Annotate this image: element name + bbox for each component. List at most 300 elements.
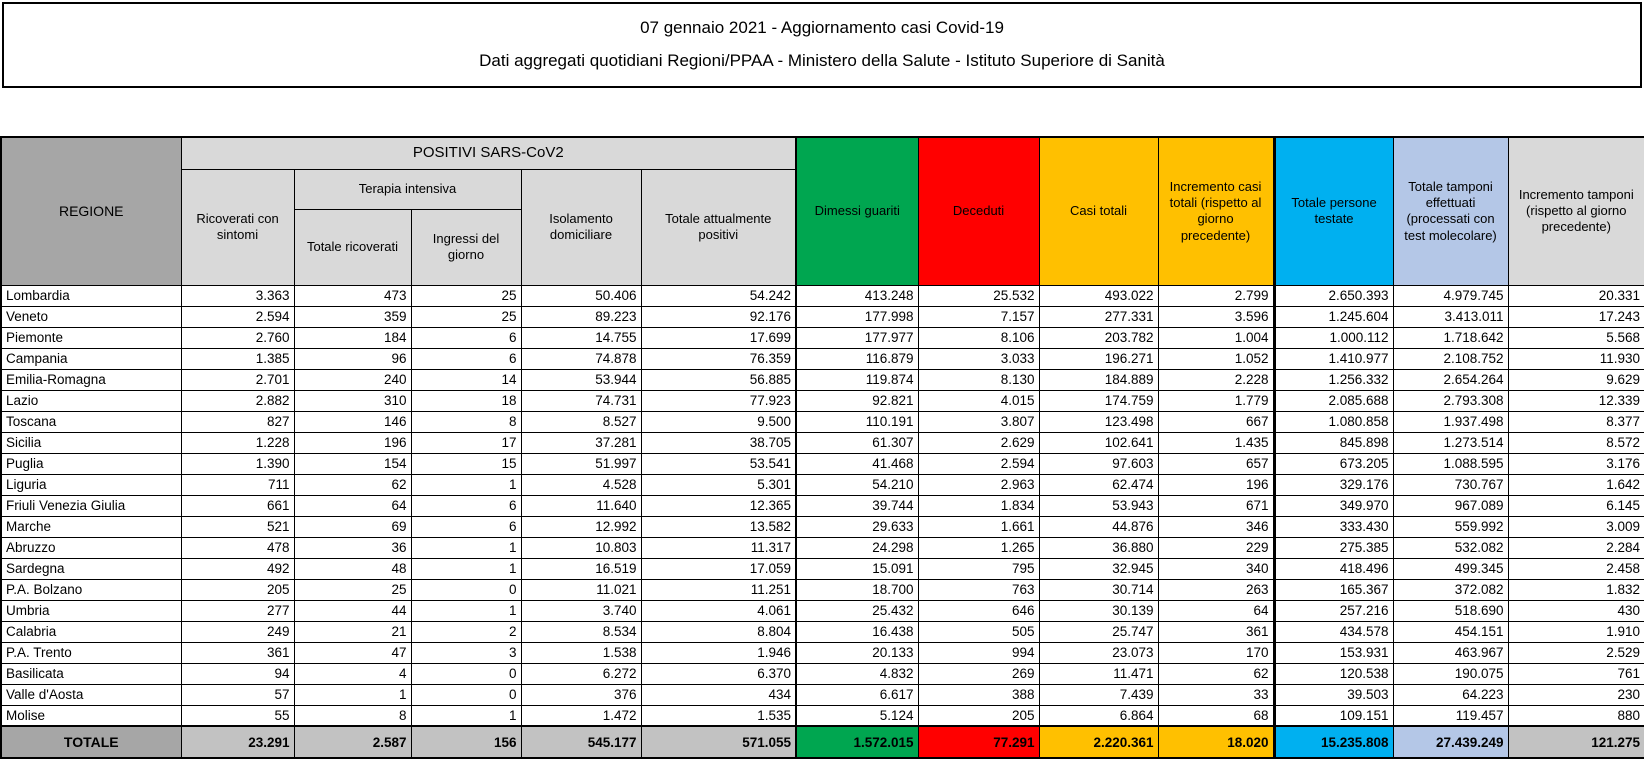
value-cell: 153.931 (1274, 642, 1393, 663)
value-cell: 154 (294, 453, 411, 474)
value-cell: 711 (181, 474, 294, 495)
value-cell: 376 (521, 684, 641, 705)
value-cell: 17.699 (641, 327, 796, 348)
value-cell: 11.930 (1508, 348, 1644, 369)
value-cell: 671 (1158, 495, 1274, 516)
value-cell: 1.946 (641, 642, 796, 663)
value-cell: 1 (411, 600, 521, 621)
value-cell: 2.882 (181, 390, 294, 411)
value-cell: 229 (1158, 537, 1274, 558)
value-cell: 9.500 (641, 411, 796, 432)
header-terapia-intensiva: Terapia intensiva (294, 169, 521, 209)
value-cell: 146 (294, 411, 411, 432)
table-row (1, 411, 1644, 432)
table-row (1, 453, 1644, 474)
value-cell: 20.133 (796, 642, 918, 663)
value-cell: 1.088.595 (1393, 453, 1508, 474)
value-cell: 36 (294, 537, 411, 558)
value-cell: 1.256.332 (1274, 369, 1393, 390)
value-cell: 2.228 (1158, 369, 1274, 390)
value-cell: 1 (411, 705, 521, 726)
value-cell: 795 (918, 558, 1039, 579)
value-cell: 174.759 (1039, 390, 1158, 411)
totale-value-cell: 23.291 (181, 726, 294, 758)
table-row (1, 663, 1644, 684)
value-cell: 47 (294, 642, 411, 663)
value-cell: 120.538 (1274, 663, 1393, 684)
header-totale-ricoverati: Totale ricoverati (294, 209, 411, 285)
value-cell: 2.085.688 (1274, 390, 1393, 411)
table-row (1, 642, 1644, 663)
totale-value-cell: 571.055 (641, 726, 796, 758)
value-cell: 418.496 (1274, 558, 1393, 579)
header-persone-testate: Totale persone testate (1274, 137, 1393, 285)
value-cell: 275.385 (1274, 537, 1393, 558)
value-cell: 110.191 (796, 411, 918, 432)
header-totale-positivi: Totale attualmente positivi (641, 169, 796, 285)
value-cell: 499.345 (1393, 558, 1508, 579)
totale-row (1, 726, 1644, 758)
value-cell: 123.498 (1039, 411, 1158, 432)
table-row (1, 516, 1644, 537)
header-incremento-tamponi: Incremento tamponi (rispetto al giorno precedente) (1508, 137, 1644, 285)
table-row (1, 348, 1644, 369)
title-box (2, 2, 1642, 88)
covid-table (0, 136, 1644, 759)
region-cell: Veneto (1, 306, 181, 327)
value-cell: 25 (294, 579, 411, 600)
value-cell: 1.832 (1508, 579, 1644, 600)
value-cell: 1.910 (1508, 621, 1644, 642)
value-cell: 23.073 (1039, 642, 1158, 663)
totale-label-cell: TOTALE (1, 726, 181, 758)
table-row (1, 432, 1644, 453)
value-cell: 116.879 (796, 348, 918, 369)
value-cell: 102.641 (1039, 432, 1158, 453)
totale-value-cell: 77.291 (918, 726, 1039, 758)
value-cell: 340 (1158, 558, 1274, 579)
value-cell: 1.390 (181, 453, 294, 474)
value-cell: 2.654.264 (1393, 369, 1508, 390)
value-cell: 25 (411, 306, 521, 327)
value-cell: 2.760 (181, 327, 294, 348)
table-row (1, 558, 1644, 579)
value-cell: 184 (294, 327, 411, 348)
value-cell: 8 (411, 411, 521, 432)
table-footer (1, 726, 1644, 758)
value-cell: 3.363 (181, 285, 294, 306)
value-cell: 6.272 (521, 663, 641, 684)
table-row (1, 705, 1644, 726)
value-cell: 263 (1158, 579, 1274, 600)
value-cell: 177.977 (796, 327, 918, 348)
value-cell: 434.578 (1274, 621, 1393, 642)
table-row (1, 684, 1644, 705)
value-cell: 2.799 (1158, 285, 1274, 306)
value-cell: 1 (411, 474, 521, 495)
value-cell: 240 (294, 369, 411, 390)
value-cell: 190.075 (1393, 663, 1508, 684)
value-cell: 25.432 (796, 600, 918, 621)
table-row (1, 579, 1644, 600)
value-cell: 16.519 (521, 558, 641, 579)
value-cell: 4.528 (521, 474, 641, 495)
value-cell: 32.945 (1039, 558, 1158, 579)
value-cell: 5.568 (1508, 327, 1644, 348)
value-cell: 8 (294, 705, 411, 726)
value-cell: 177.998 (796, 306, 918, 327)
value-cell: 249 (181, 621, 294, 642)
value-cell: 2.793.308 (1393, 390, 1508, 411)
value-cell: 4 (294, 663, 411, 684)
value-cell: 646 (918, 600, 1039, 621)
value-cell: 39.744 (796, 495, 918, 516)
value-cell: 3.807 (918, 411, 1039, 432)
value-cell: 657 (1158, 453, 1274, 474)
value-cell: 68 (1158, 705, 1274, 726)
value-cell: 6 (411, 516, 521, 537)
value-cell: 203.782 (1039, 327, 1158, 348)
value-cell: 2.284 (1508, 537, 1644, 558)
value-cell: 1 (294, 684, 411, 705)
value-cell: 30.714 (1039, 579, 1158, 600)
value-cell: 277 (181, 600, 294, 621)
value-cell: 329.176 (1274, 474, 1393, 495)
value-cell: 24.298 (796, 537, 918, 558)
region-cell: Emilia-Romagna (1, 369, 181, 390)
value-cell: 730.767 (1393, 474, 1508, 495)
value-cell: 3.596 (1158, 306, 1274, 327)
value-cell: 11.021 (521, 579, 641, 600)
value-cell: 17.243 (1508, 306, 1644, 327)
value-cell: 845.898 (1274, 432, 1393, 453)
table-row (1, 390, 1644, 411)
value-cell: 505 (918, 621, 1039, 642)
header-incremento-casi: Incremento casi totali (rispetto al giorno precedente) (1158, 137, 1274, 285)
value-cell: 8.527 (521, 411, 641, 432)
value-cell: 3.740 (521, 600, 641, 621)
table-row (1, 537, 1644, 558)
value-cell: 521 (181, 516, 294, 537)
value-cell: 7.157 (918, 306, 1039, 327)
value-cell: 430 (1508, 600, 1644, 621)
value-cell: 1.052 (1158, 348, 1274, 369)
value-cell: 361 (181, 642, 294, 663)
value-cell: 434 (641, 684, 796, 705)
value-cell: 74.731 (521, 390, 641, 411)
value-cell: 1.410.977 (1274, 348, 1393, 369)
region-cell: Puglia (1, 453, 181, 474)
value-cell: 53.944 (521, 369, 641, 390)
value-cell: 8.534 (521, 621, 641, 642)
value-cell: 6.617 (796, 684, 918, 705)
value-cell: 76.359 (641, 348, 796, 369)
page-title: 07 gennaio 2021 - Aggiornamento casi Covid-19 (640, 17, 1004, 37)
region-cell: P.A. Trento (1, 642, 181, 663)
value-cell: 2.594 (181, 306, 294, 327)
totale-value-cell: 1.572.015 (796, 726, 918, 758)
value-cell: 92.176 (641, 306, 796, 327)
value-cell: 64 (294, 495, 411, 516)
header-totale-tamponi: Totale tamponi effettuati (processati con test molecolare) (1393, 137, 1508, 285)
value-cell: 346 (1158, 516, 1274, 537)
value-cell: 230 (1508, 684, 1644, 705)
value-cell: 17.059 (641, 558, 796, 579)
value-cell: 492 (181, 558, 294, 579)
value-cell: 388 (918, 684, 1039, 705)
value-cell: 11.640 (521, 495, 641, 516)
value-cell: 53.541 (641, 453, 796, 474)
value-cell: 257.216 (1274, 600, 1393, 621)
value-cell: 5.301 (641, 474, 796, 495)
value-cell: 2 (411, 621, 521, 642)
value-cell: 269 (918, 663, 1039, 684)
value-cell: 10.803 (521, 537, 641, 558)
value-cell: 6 (411, 327, 521, 348)
value-cell: 6.145 (1508, 495, 1644, 516)
region-cell: Lazio (1, 390, 181, 411)
value-cell: 96 (294, 348, 411, 369)
header-deceduti: Deceduti (918, 137, 1039, 285)
value-cell: 12.992 (521, 516, 641, 537)
page-subtitle: Dati aggregati quotidiani Regioni/PPAA - Ministero della Salute - Istituto Superiore di Sanità (479, 51, 1165, 71)
region-cell: Liguria (1, 474, 181, 495)
value-cell: 463.967 (1393, 642, 1508, 663)
value-cell: 667 (1158, 411, 1274, 432)
value-cell: 1.228 (181, 432, 294, 453)
totale-value-cell: 121.275 (1508, 726, 1644, 758)
table-row (1, 327, 1644, 348)
value-cell: 62 (1158, 663, 1274, 684)
value-cell: 14 (411, 369, 521, 390)
value-cell: 57 (181, 684, 294, 705)
value-cell: 8.377 (1508, 411, 1644, 432)
value-cell: 4.979.745 (1393, 285, 1508, 306)
value-cell: 454.151 (1393, 621, 1508, 642)
value-cell: 92.821 (796, 390, 918, 411)
value-cell: 2.963 (918, 474, 1039, 495)
value-cell: 673.205 (1274, 453, 1393, 474)
header-ingressi-giorno: Ingressi del giorno (411, 209, 521, 285)
value-cell: 89.223 (521, 306, 641, 327)
table-body (1, 285, 1644, 726)
value-cell: 196 (1158, 474, 1274, 495)
table-row (1, 621, 1644, 642)
value-cell: 0 (411, 684, 521, 705)
region-cell: Valle d'Aosta (1, 684, 181, 705)
value-cell: 11.251 (641, 579, 796, 600)
value-cell: 12.339 (1508, 390, 1644, 411)
totale-value-cell: 18.020 (1158, 726, 1274, 758)
totale-value-cell: 156 (411, 726, 521, 758)
value-cell: 16.438 (796, 621, 918, 642)
value-cell: 1.265 (918, 537, 1039, 558)
header-casi-totali: Casi totali (1039, 137, 1158, 285)
value-cell: 18.700 (796, 579, 918, 600)
value-cell: 12.365 (641, 495, 796, 516)
value-cell: 349.970 (1274, 495, 1393, 516)
value-cell: 359 (294, 306, 411, 327)
value-cell: 4.015 (918, 390, 1039, 411)
value-cell: 661 (181, 495, 294, 516)
value-cell: 9.629 (1508, 369, 1644, 390)
header-group-positivi: POSITIVI SARS-CoV2 (181, 137, 796, 169)
value-cell: 20.331 (1508, 285, 1644, 306)
value-cell: 74.878 (521, 348, 641, 369)
value-cell: 25.747 (1039, 621, 1158, 642)
region-cell: Sicilia (1, 432, 181, 453)
value-cell: 7.439 (1039, 684, 1158, 705)
value-cell: 1.472 (521, 705, 641, 726)
totale-value-cell: 545.177 (521, 726, 641, 758)
value-cell: 33 (1158, 684, 1274, 705)
value-cell: 119.457 (1393, 705, 1508, 726)
region-cell: Molise (1, 705, 181, 726)
region-cell: Marche (1, 516, 181, 537)
value-cell: 518.690 (1393, 600, 1508, 621)
value-cell: 50.406 (521, 285, 641, 306)
value-cell: 119.874 (796, 369, 918, 390)
table-header (1, 137, 1644, 285)
value-cell: 1 (411, 537, 521, 558)
totale-value-cell: 2.587 (294, 726, 411, 758)
value-cell: 532.082 (1393, 537, 1508, 558)
region-cell: Basilicata (1, 663, 181, 684)
value-cell: 2.629 (918, 432, 1039, 453)
value-cell: 763 (918, 579, 1039, 600)
value-cell: 2.701 (181, 369, 294, 390)
value-cell: 880 (1508, 705, 1644, 726)
value-cell: 29.633 (796, 516, 918, 537)
value-cell: 44 (294, 600, 411, 621)
table-row (1, 306, 1644, 327)
value-cell: 8.130 (918, 369, 1039, 390)
value-cell: 559.992 (1393, 516, 1508, 537)
value-cell: 478 (181, 537, 294, 558)
value-cell: 1.937.498 (1393, 411, 1508, 432)
region-cell: Abruzzo (1, 537, 181, 558)
value-cell: 14.755 (521, 327, 641, 348)
page (0, 2, 1644, 768)
value-cell: 30.139 (1039, 600, 1158, 621)
value-cell: 36.880 (1039, 537, 1158, 558)
value-cell: 196.271 (1039, 348, 1158, 369)
value-cell: 3 (411, 642, 521, 663)
value-cell: 54.242 (641, 285, 796, 306)
value-cell: 48 (294, 558, 411, 579)
region-cell: Piemonte (1, 327, 181, 348)
value-cell: 1.538 (521, 642, 641, 663)
value-cell: 372.082 (1393, 579, 1508, 600)
value-cell: 1.718.642 (1393, 327, 1508, 348)
value-cell: 61.307 (796, 432, 918, 453)
value-cell: 277.331 (1039, 306, 1158, 327)
value-cell: 69 (294, 516, 411, 537)
region-cell: Toscana (1, 411, 181, 432)
value-cell: 18 (411, 390, 521, 411)
value-cell: 310 (294, 390, 411, 411)
value-cell: 967.089 (1393, 495, 1508, 516)
value-cell: 205 (918, 705, 1039, 726)
value-cell: 196 (294, 432, 411, 453)
value-cell: 2.650.393 (1274, 285, 1393, 306)
region-cell: Lombardia (1, 285, 181, 306)
value-cell: 184.889 (1039, 369, 1158, 390)
value-cell: 25.532 (918, 285, 1039, 306)
value-cell: 170 (1158, 642, 1274, 663)
value-cell: 1.535 (641, 705, 796, 726)
value-cell: 1.435 (1158, 432, 1274, 453)
region-cell: Umbria (1, 600, 181, 621)
value-cell: 2.108.752 (1393, 348, 1508, 369)
value-cell: 11.471 (1039, 663, 1158, 684)
value-cell: 51.997 (521, 453, 641, 474)
value-cell: 109.151 (1274, 705, 1393, 726)
value-cell: 1.661 (918, 516, 1039, 537)
totale-value-cell: 27.439.249 (1393, 726, 1508, 758)
region-cell: Campania (1, 348, 181, 369)
value-cell: 1.004 (1158, 327, 1274, 348)
value-cell: 13.582 (641, 516, 796, 537)
value-cell: 15 (411, 453, 521, 474)
value-cell: 54.210 (796, 474, 918, 495)
value-cell: 4.832 (796, 663, 918, 684)
value-cell: 361 (1158, 621, 1274, 642)
value-cell: 1.779 (1158, 390, 1274, 411)
value-cell: 0 (411, 579, 521, 600)
value-cell: 205 (181, 579, 294, 600)
value-cell: 56.885 (641, 369, 796, 390)
value-cell: 1.834 (918, 495, 1039, 516)
value-cell: 4.061 (641, 600, 796, 621)
value-cell: 1 (411, 558, 521, 579)
value-cell: 1.000.112 (1274, 327, 1393, 348)
value-cell: 6.864 (1039, 705, 1158, 726)
value-cell: 8.804 (641, 621, 796, 642)
value-cell: 1.642 (1508, 474, 1644, 495)
table-row (1, 600, 1644, 621)
value-cell: 62 (294, 474, 411, 495)
value-cell: 493.022 (1039, 285, 1158, 306)
value-cell: 3.009 (1508, 516, 1644, 537)
value-cell: 413.248 (796, 285, 918, 306)
value-cell: 37.281 (521, 432, 641, 453)
value-cell: 827 (181, 411, 294, 432)
value-cell: 53.943 (1039, 495, 1158, 516)
totale-value-cell: 15.235.808 (1274, 726, 1393, 758)
value-cell: 1.273.514 (1393, 432, 1508, 453)
value-cell: 41.468 (796, 453, 918, 474)
region-cell: Calabria (1, 621, 181, 642)
value-cell: 2.458 (1508, 558, 1644, 579)
value-cell: 6 (411, 495, 521, 516)
value-cell: 6 (411, 348, 521, 369)
header-ricoverati-sintomi: Ricoverati con sintomi (181, 169, 294, 285)
header-dimessi-guariti: Dimessi guariti (796, 137, 918, 285)
region-cell: P.A. Bolzano (1, 579, 181, 600)
value-cell: 77.923 (641, 390, 796, 411)
value-cell: 25 (411, 285, 521, 306)
value-cell: 1.245.604 (1274, 306, 1393, 327)
value-cell: 3.176 (1508, 453, 1644, 474)
value-cell: 94 (181, 663, 294, 684)
region-cell: Friuli Venezia Giulia (1, 495, 181, 516)
value-cell: 6.370 (641, 663, 796, 684)
value-cell: 15.091 (796, 558, 918, 579)
table-row (1, 495, 1644, 516)
value-cell: 1.080.858 (1274, 411, 1393, 432)
value-cell: 333.430 (1274, 516, 1393, 537)
